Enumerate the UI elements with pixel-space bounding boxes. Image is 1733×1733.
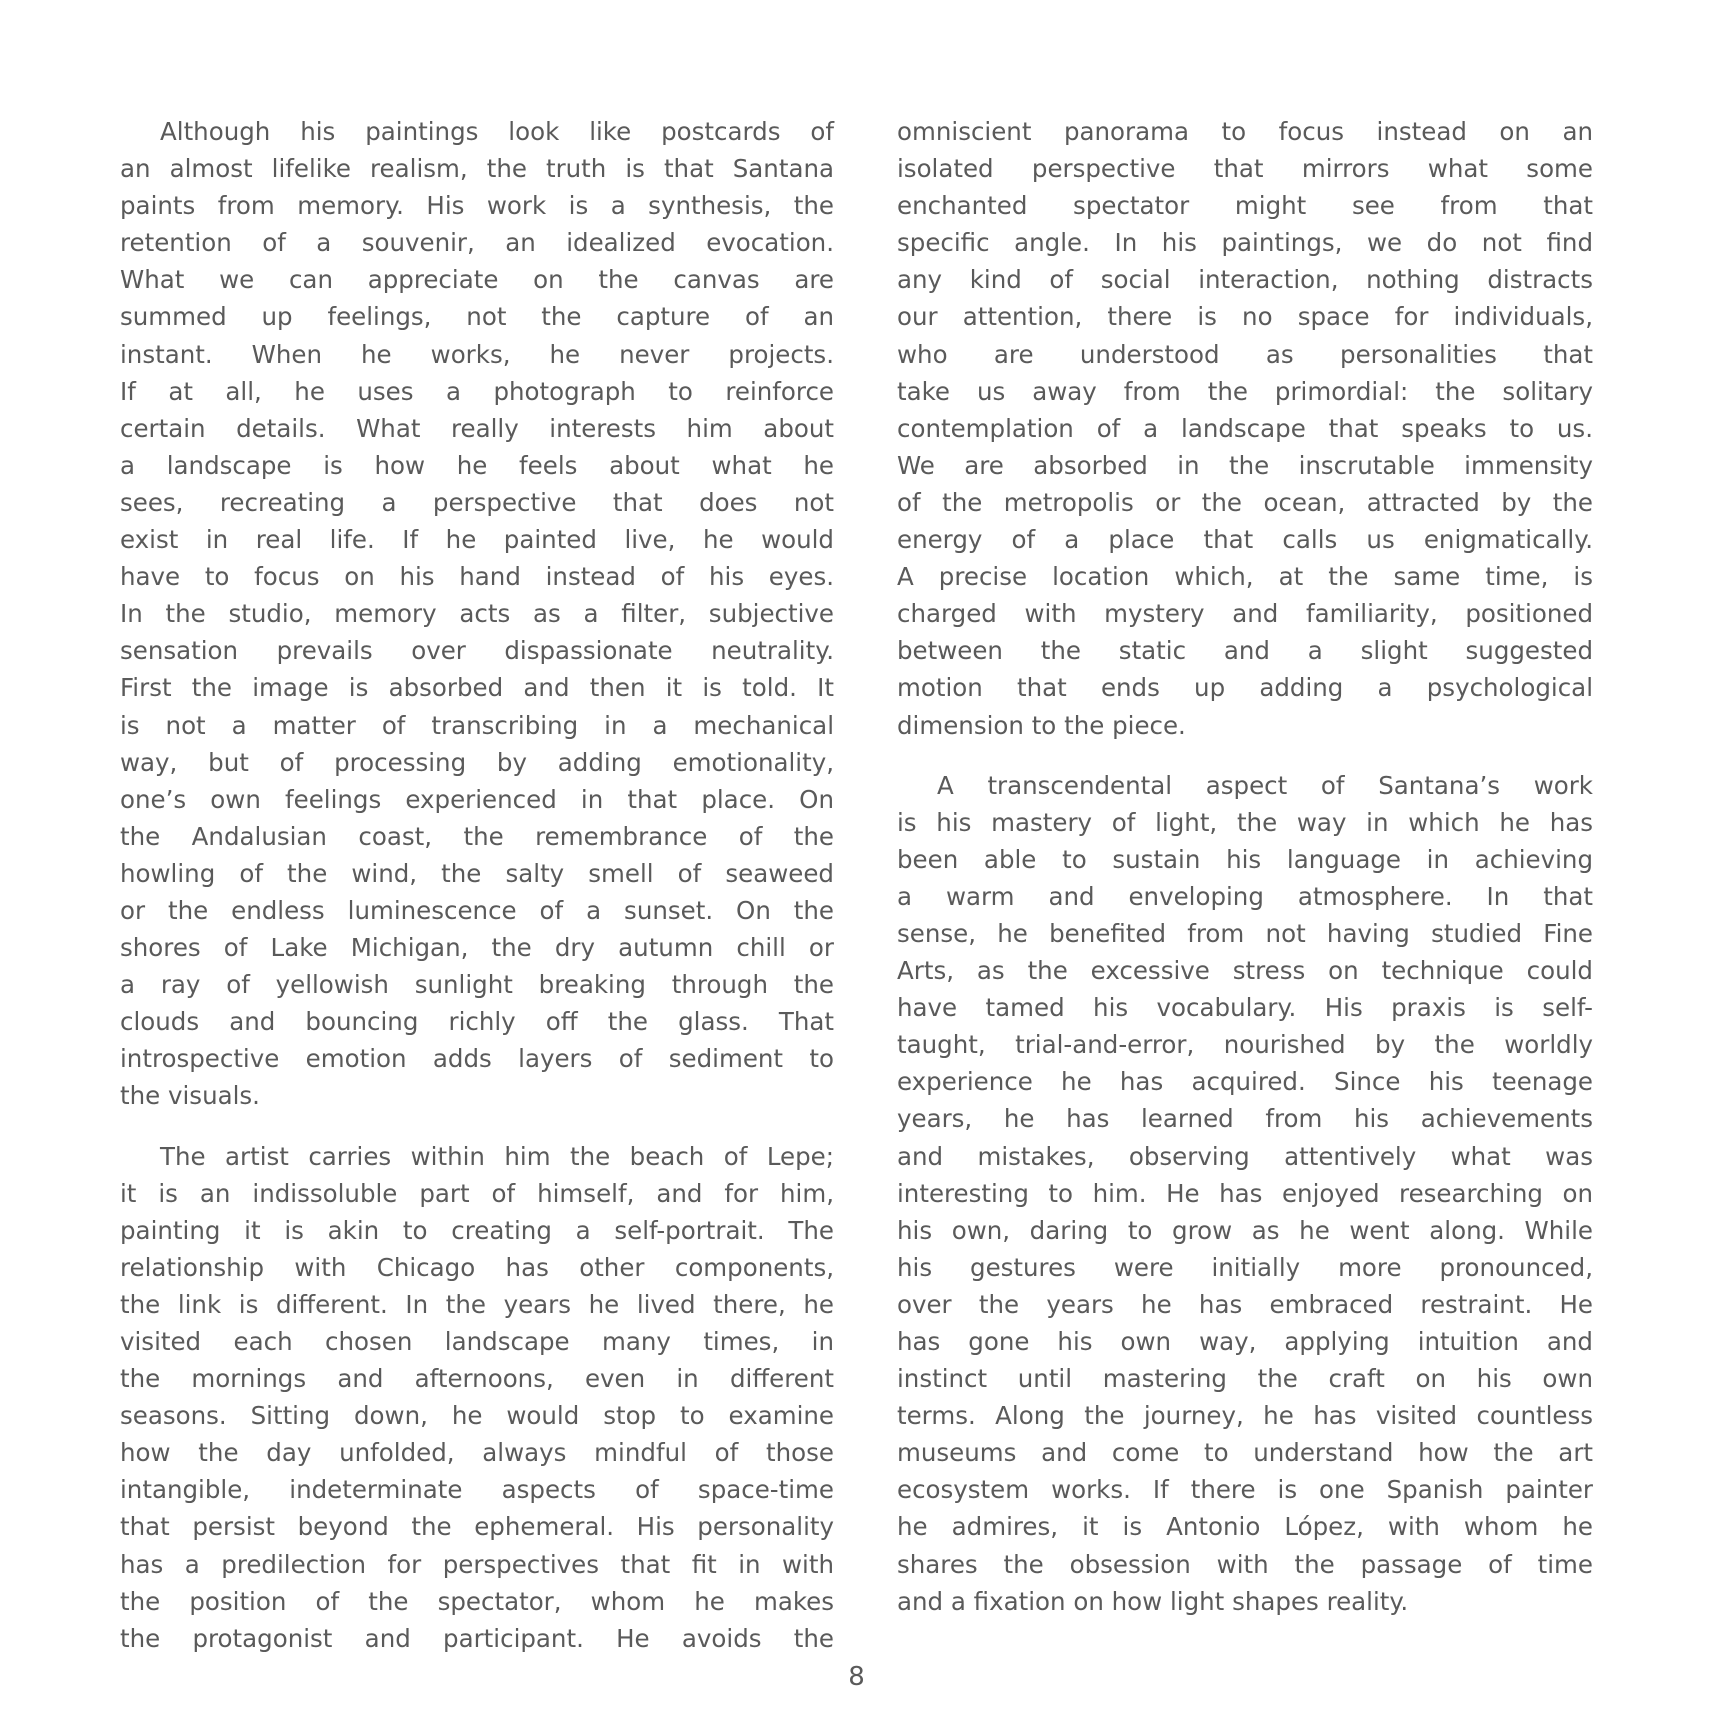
right-column	[897, 113, 1593, 1643]
text-line: it is an indissoluble part of himself, and for him,	[120, 1178, 834, 1208]
text-line: the protagonist and participant. He avoids the	[120, 1623, 834, 1653]
text-line: certain details. What really interests him about	[120, 413, 834, 443]
paragraph	[120, 1138, 834, 1657]
text-line: A transcendental aspect of Santana’s work	[937, 770, 1593, 800]
text-line: his gestures were initially more pronounced,	[897, 1252, 1593, 1282]
text-line: A precise location which, at the same time, is	[897, 562, 1593, 592]
text-line: is not a matter of transcribing in a mechanical	[120, 710, 834, 740]
text-line: shares the obsession with the passage of time	[897, 1549, 1593, 1579]
text-line: have to focus on his hand instead of his eyes.	[120, 562, 834, 592]
text-line: Although his paintings look like postcards of	[160, 117, 834, 146]
text-line: who are understood as personalities that	[897, 339, 1593, 369]
text-line: We are absorbed in the inscrutable immensity	[897, 450, 1593, 480]
text-line: our attention, there is no space for individuals,	[897, 302, 1593, 332]
text-line: sense, he benefited from not having studied Fine	[897, 918, 1593, 948]
text-line: contemplation of a landscape that speaks to us.	[897, 413, 1593, 443]
text-line: relationship with Chicago has other components,	[120, 1252, 834, 1282]
text-line: an almost lifelike realism, the truth is that Santana	[120, 154, 834, 184]
text-line: painting it is akin to creating a self-portrait. The	[120, 1215, 834, 1245]
text-line: dimension to the piece.	[897, 710, 1186, 740]
text-line: retention of a souvenir, an idealized evocation.	[120, 228, 834, 258]
text-line: he admires, it is Antonio López, with whom he	[897, 1512, 1593, 1542]
text-line: energy of a place that calls us enigmatically.	[897, 525, 1593, 555]
text-line: the Andalusian coast, the remembrance of the	[120, 821, 834, 851]
text-line: The artist carries within him the beach of Lepe;	[160, 1141, 834, 1171]
text-line: shores of Lake Michigan, the dry autumn chill or	[120, 933, 834, 963]
text-line: and mistakes, observing attentively what was	[897, 1141, 1593, 1171]
text-line: between the static and a slight suggested	[897, 636, 1593, 666]
text-line: clouds and bouncing richly off the glass. That	[120, 1007, 834, 1037]
text-line: First the image is absorbed and then it is told. It	[120, 673, 834, 703]
text-line: omniscient panorama to focus instead on an	[897, 117, 1593, 146]
text-line: summed up feelings, not the capture of an	[120, 302, 834, 332]
text-line: interesting to him. He has enjoyed researching on	[897, 1178, 1593, 1208]
text-line: museums and come to understand how the art	[897, 1438, 1593, 1468]
text-line: take us away from the primordial: the solitary	[897, 376, 1593, 406]
text-line: instant. When he works, he never projects.	[120, 339, 834, 369]
text-line: a landscape is how he feels about what he	[120, 450, 834, 480]
text-line: paints from memory. His work is a synthesis, the	[120, 191, 834, 221]
text-line: Arts, as the excessive stress on technique could	[897, 956, 1593, 986]
text-line: has a predilection for perspectives that fit in with	[120, 1549, 834, 1579]
text-line: a warm and enveloping atmosphere. In that	[897, 881, 1593, 911]
text-line: is his mastery of light, the way in which he has	[897, 807, 1593, 837]
text-line: enchanted spectator might see from that	[897, 191, 1593, 221]
text-line: specific angle. In his paintings, we do not find	[897, 228, 1593, 258]
text-line: terms. Along the journey, he has visited countless	[897, 1401, 1593, 1431]
text-line: the link is different. In the years he lived there, he	[120, 1289, 834, 1319]
text-line: isolated perspective that mirrors what some	[897, 154, 1593, 184]
text-line: way, but of processing by adding emotionality,	[120, 747, 834, 777]
text-line: years, he has learned from his achievements	[897, 1104, 1593, 1134]
text-line: that persist beyond the ephemeral. His personality	[120, 1512, 834, 1542]
text-line: charged with mystery and familiarity, positioned	[897, 599, 1593, 629]
text-line: has gone his own way, applying intuition and	[897, 1327, 1593, 1356]
text-line: howling of the wind, the salty smell of seaweed	[120, 858, 834, 888]
paragraph	[897, 113, 1593, 744]
text-line: his own, daring to grow as he went along. While	[897, 1215, 1593, 1245]
text-line: been able to sustain his language in achieving	[897, 844, 1593, 874]
text-line: instinct until mastering the craft on his own	[897, 1364, 1593, 1394]
text-line: and a fixation on how light shapes reality.	[897, 1586, 1409, 1616]
text-line: over the years he has embraced restraint. He	[897, 1289, 1593, 1319]
text-line: how the day unfolded, always mindful of those	[120, 1438, 834, 1468]
left-column	[120, 113, 834, 1680]
text-line: seasons. Sitting down, he would stop to examine	[120, 1401, 834, 1431]
text-line: ecosystem works. If there is one Spanish painter	[897, 1475, 1593, 1505]
text-line: a ray of yellowish sunlight breaking through the	[120, 970, 834, 1000]
text-line: If at all, he uses a photograph to reinforce	[120, 376, 834, 406]
text-line: intangible, indeterminate aspects of space-time	[120, 1475, 834, 1505]
text-line: one’s own feelings experienced in that place. On	[120, 784, 834, 814]
text-line: experience he has acquired. Since his teenage	[897, 1067, 1593, 1097]
text-line: introspective emotion adds layers of sediment to	[120, 1044, 834, 1074]
text-line: In the studio, memory acts as a filter, subjective	[120, 599, 834, 629]
text-line: or the endless luminescence of a sunset. On the	[120, 895, 834, 925]
paragraph	[897, 767, 1593, 1620]
text-line: any kind of social interaction, nothing distracts	[897, 265, 1593, 295]
text-line: exist in real life. If he painted live, he would	[120, 525, 834, 555]
paragraph	[120, 113, 834, 1115]
text-line: have tamed his vocabulary. His praxis is self-	[897, 993, 1593, 1023]
text-line: visited each chosen landscape many times, in	[120, 1327, 834, 1356]
text-line: the visuals.	[120, 1081, 260, 1111]
text-line: taught, trial-and-error, nourished by the worldly	[897, 1030, 1593, 1060]
text-line: of the metropolis or the ocean, attracted by the	[897, 487, 1593, 517]
text-line: motion that ends up adding a psychological	[897, 673, 1593, 703]
text-line: What we can appreciate on the canvas are	[120, 265, 834, 295]
text-line: sees, recreating a perspective that does not	[120, 487, 834, 517]
text-line: the position of the spectator, whom he makes	[120, 1586, 834, 1616]
page-number: 8	[848, 1662, 865, 1692]
text-line: the mornings and afternoons, even in different	[120, 1364, 834, 1394]
text-line: sensation prevails over dispassionate neutrality.	[120, 636, 834, 666]
